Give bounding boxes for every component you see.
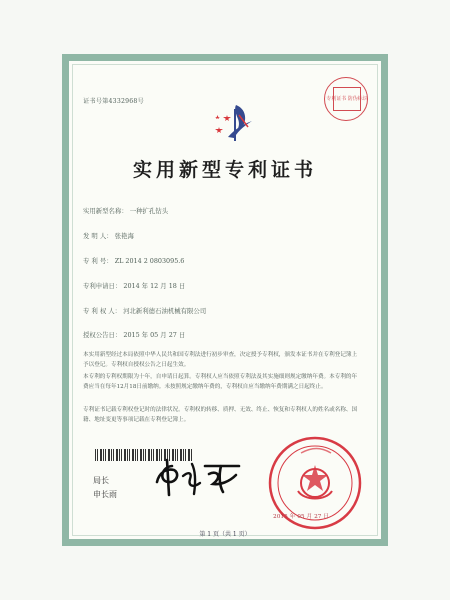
certificate-paragraph-2: 本专利的专利权期限为十年，自申请日起算。专利权人应当依照专利法及其实施细则规定缴纳年费。本专利的年费应当在每年12月18日前缴纳。未按照规定缴纳年费的，专利权自应当缴纳年费期满之日起终止。 [83,374,358,390]
anti-counterfeit-seal [324,77,368,121]
announcement-date-label: 授权公告日： [83,331,122,339]
patent-holder-label: 专 利 权 人： [83,307,122,315]
director-signature [149,456,245,498]
certificate-number: 证书号第4332968号 [83,98,144,105]
certificate-paragraph-1: 本实用新型经过本局依照中华人民共和国专利法进行初步审查，决定授予专利权，颁发本证书并在专利登记簿上予以登记。专利权自授权公告之日起生效。 [83,352,358,368]
page-footer: 第 1 页（共 1 页） [199,531,251,538]
patent-office-logo [209,99,269,147]
patent-number-value: ZL 2014 2 0803095.6 [114,257,185,265]
inventor-row [83,231,134,240]
announcement-date-value: 2015 年 05 月 27 日 [123,331,186,339]
inventor-label: 发 明 人： [83,232,113,240]
certificate-title: 实用新型专利证书 [132,159,317,181]
filing-date-value: 2014 年 12 月 18 日 [123,282,186,290]
utility-name-value: 一种扩孔钻头 [129,207,169,215]
national-ip-office-seal [265,433,365,533]
director-name: 申长雨 [93,490,117,499]
patent-holder-row [83,306,206,315]
utility-name-row [83,206,168,215]
seal-small-text: 专利证书 防伪标识 [333,87,361,111]
director-title: 局长 [93,476,109,485]
announcement-date-row [83,330,185,339]
filing-date-label: 专利申请日： [83,282,122,290]
filing-date-row [83,281,185,290]
certificate-paragraph-3: 专利证书记载专利权登记时的法律状况。专利权的转移、质押、无效、终止、恢复和专利权人的姓名或名称、国籍、地址变更等事项记载在专利登记簿上。 [83,407,358,423]
patent-holder-value: 河北新利德石油机械有限公司 [123,307,207,315]
inventor-value: 张艳海 [114,232,134,240]
seal-date: 2015 年 05 月 27 日 [273,514,330,520]
patent-number-label: 专 利 号： [83,257,113,265]
patent-number-row [83,256,184,265]
patent-certificate [62,54,388,546]
utility-name-label: 实用新型名称： [83,207,128,215]
